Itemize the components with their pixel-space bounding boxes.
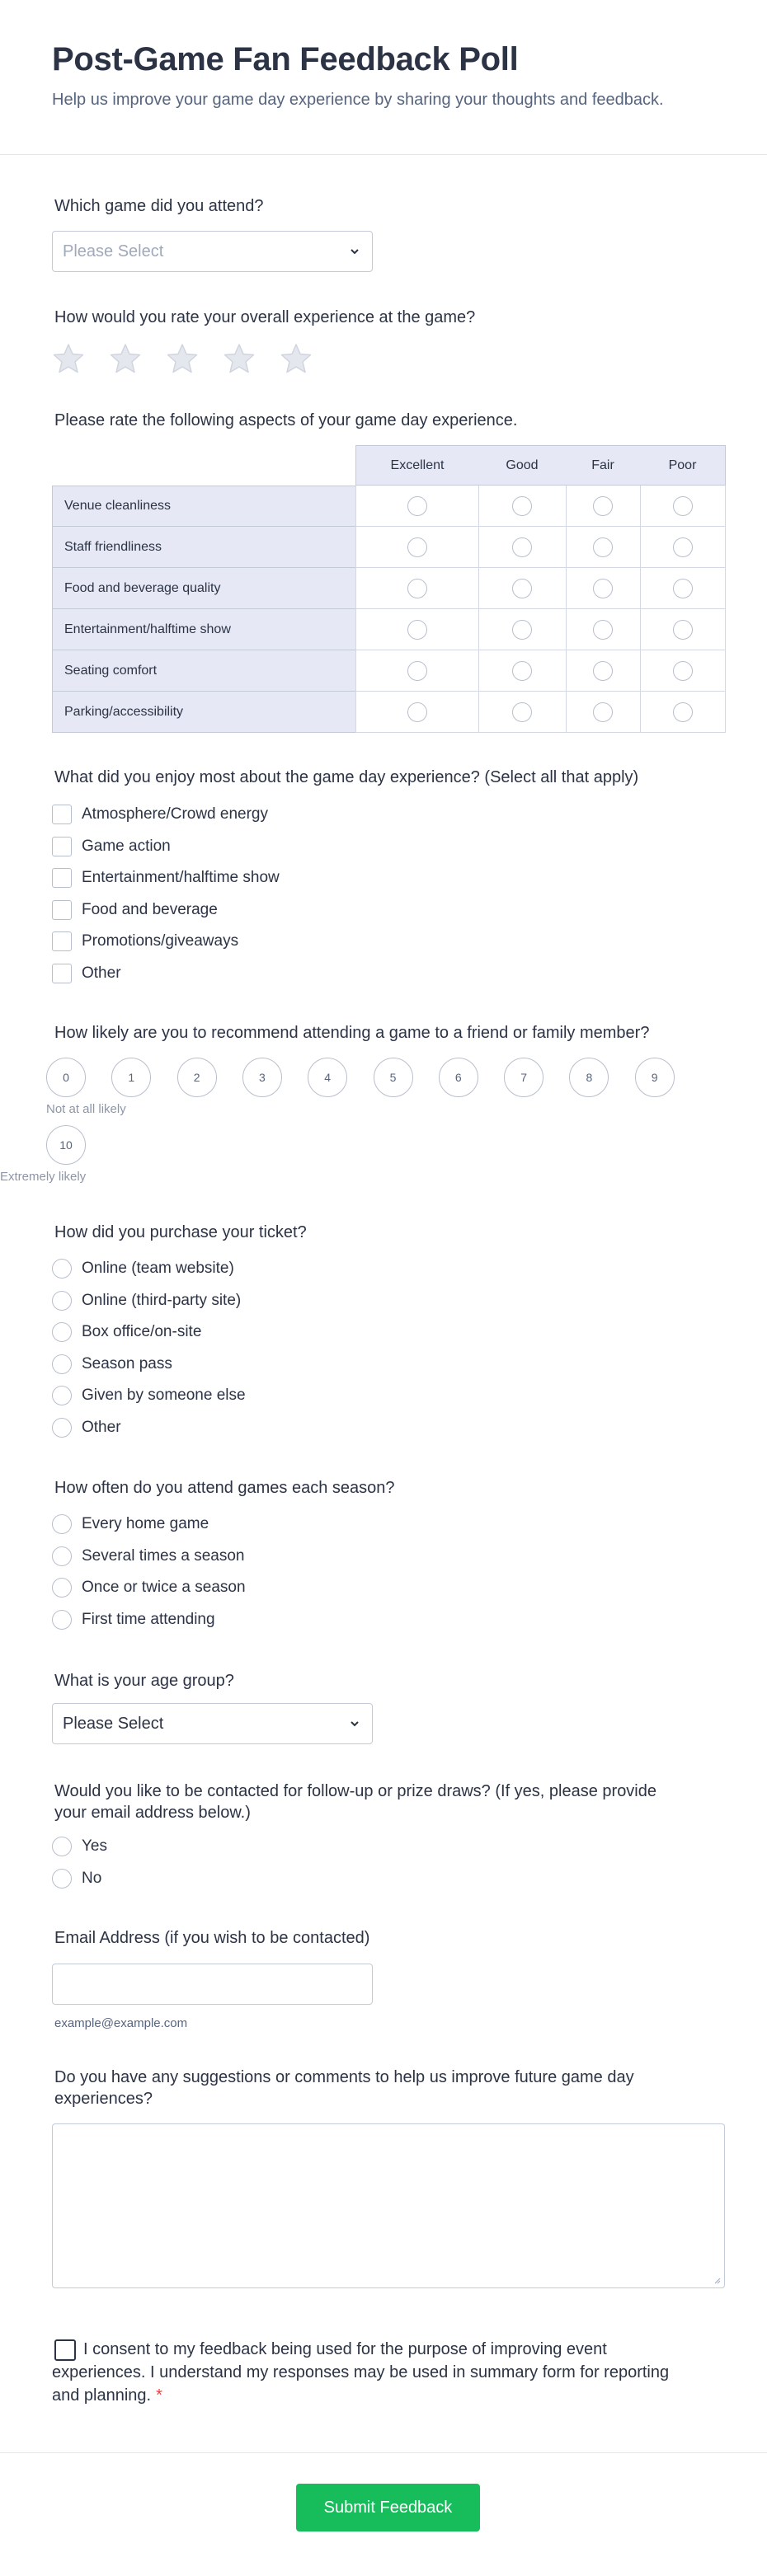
radio-button[interactable] [52, 1354, 72, 1374]
purchase-option[interactable] [52, 1291, 241, 1311]
purchase-option-label: Online (third-party site) [82, 1291, 242, 1309]
question-comments-label-line1: Do you have any suggestions or comments to help us improve future game day [54, 2068, 634, 2086]
matrix-column-header: Poor [640, 445, 726, 486]
matrix-radio[interactable] [512, 661, 532, 681]
contact-option[interactable] [52, 1837, 107, 1856]
matrix-radio[interactable] [593, 496, 613, 516]
matrix-row-label: Food and beverage quality [52, 568, 355, 609]
consent-label [52, 2338, 679, 2407]
required-asterisk: * [156, 2386, 162, 2405]
scale-option[interactable]: 8 [569, 1058, 609, 1097]
radio-button[interactable] [52, 1291, 72, 1311]
matrix-radio[interactable] [512, 537, 532, 557]
matrix-radio[interactable] [593, 579, 613, 598]
resize-grip-icon[interactable] [713, 2276, 721, 2284]
matrix-cell [478, 650, 567, 692]
matrix-radio[interactable] [673, 496, 693, 516]
radio-button[interactable] [52, 1837, 72, 1856]
purchase-option[interactable] [52, 1418, 121, 1438]
matrix-radio[interactable] [407, 579, 427, 598]
chevron-down-icon [349, 246, 360, 257]
scale-option[interactable]: 2 [177, 1058, 217, 1097]
matrix-radio[interactable] [593, 537, 613, 557]
matrix-cell [478, 568, 567, 609]
matrix-cell [355, 527, 479, 568]
radio-button[interactable] [52, 1869, 72, 1889]
frequency-option[interactable] [52, 1578, 246, 1598]
chevron-down-icon [349, 1718, 360, 1729]
matrix-cell [566, 609, 641, 650]
matrix-cell [355, 486, 479, 527]
radio-button[interactable] [52, 1386, 72, 1405]
frequency-option-label: Once or twice a season [82, 1579, 246, 1596]
enjoy-option-label: Game action [82, 837, 171, 855]
purchase-option[interactable] [52, 1322, 201, 1342]
matrix-cell [640, 650, 726, 692]
star-rating [52, 342, 313, 375]
contact-option[interactable] [52, 1869, 101, 1889]
matrix-radio[interactable] [593, 661, 613, 681]
footer-divider [0, 2452, 767, 2453]
radio-button[interactable] [52, 1259, 72, 1279]
form-subtitle: Help us improve your game day experience by sharing your thoughts and feedback. [52, 91, 664, 109]
question-contact-label-line1: Would you like to be contacted for follow-up or prize draws? (If yes, please provide [54, 1782, 656, 1800]
scale-option[interactable]: 3 [242, 1058, 282, 1097]
matrix-radio[interactable] [407, 620, 427, 640]
purchase-option-label: Other [82, 1418, 121, 1436]
matrix-cell [640, 568, 726, 609]
matrix-cell [478, 692, 567, 733]
matrix-radio[interactable] [512, 496, 532, 516]
age-select-value: Please Select [63, 1714, 164, 1733]
frequency-option[interactable] [52, 1610, 215, 1630]
purchase-option[interactable] [52, 1386, 246, 1405]
question-email-label: Email Address (if you wish to be contacted) [54, 1929, 370, 1947]
matrix-row-label: Staff friendliness [52, 527, 355, 568]
game-select[interactable] [52, 231, 373, 272]
matrix-row-label: Parking/accessibility [52, 692, 355, 733]
age-select[interactable] [52, 1703, 373, 1744]
radio-button[interactable] [52, 1610, 72, 1630]
matrix-cell [566, 527, 641, 568]
star-icon[interactable] [166, 342, 199, 375]
matrix-radio[interactable] [407, 702, 427, 722]
matrix-radio[interactable] [407, 537, 427, 557]
checkbox[interactable] [52, 900, 72, 920]
frequency-option[interactable] [52, 1546, 245, 1566]
matrix-cell [640, 692, 726, 733]
matrix-radio[interactable] [512, 620, 532, 640]
enjoy-option-label: Food and beverage [82, 900, 218, 918]
enjoy-option[interactable] [52, 805, 268, 824]
scale-option[interactable]: 7 [504, 1058, 543, 1097]
matrix-radio[interactable] [407, 496, 427, 516]
email-sublabel: example@example.com [54, 2016, 188, 2030]
matrix-cell [478, 527, 567, 568]
question-rating-label: How would you rate your overall experience at the game? [54, 308, 476, 326]
star-icon[interactable] [109, 342, 142, 375]
matrix-cell [640, 609, 726, 650]
frequency-option-label: Every home game [82, 1515, 209, 1532]
matrix-cell [566, 692, 641, 733]
comments-textarea[interactable] [52, 2123, 725, 2288]
frequency-option-label: First time attending [82, 1610, 215, 1628]
scale-option[interactable]: 9 [635, 1058, 675, 1097]
enjoy-option[interactable] [52, 900, 218, 920]
scale-option[interactable]: 5 [374, 1058, 413, 1097]
question-enjoy-label: What did you enjoy most about the game day experience? (Select all that apply) [54, 768, 639, 786]
matrix-cell [566, 568, 641, 609]
contact-option-label: No [82, 1870, 102, 1887]
question-game-label: Which game did you attend? [54, 197, 264, 215]
matrix-column-header: Good [478, 445, 567, 486]
purchase-option-label: Season pass [82, 1354, 172, 1372]
purchase-option[interactable] [52, 1259, 234, 1279]
checkbox[interactable] [52, 805, 72, 824]
matrix-radio[interactable] [593, 620, 613, 640]
scale-option[interactable]: 1 [111, 1058, 151, 1097]
email-input[interactable] [52, 1964, 373, 2005]
matrix-radio[interactable] [673, 702, 693, 722]
enjoy-option-label: Entertainment/halftime show [82, 869, 280, 886]
checkbox[interactable] [52, 964, 72, 983]
question-purchase-label: How did you purchase your ticket? [54, 1223, 307, 1241]
scale-option[interactable]: 6 [439, 1058, 478, 1097]
radio-button[interactable] [52, 1418, 72, 1438]
star-icon[interactable] [223, 342, 256, 375]
matrix-radio[interactable] [512, 579, 532, 598]
matrix-cell [355, 568, 479, 609]
matrix-cell [355, 609, 479, 650]
matrix-row-label: Entertainment/halftime show [52, 609, 355, 650]
enjoy-option-label: Atmosphere/Crowd energy [82, 805, 268, 823]
question-contact-label [54, 1781, 656, 1823]
contact-option-label: Yes [82, 1837, 107, 1855]
purchase-option-label: Box office/on-site [82, 1323, 202, 1340]
question-frequency-label: How often do you attend games each season? [54, 1479, 395, 1497]
matrix-cell [640, 527, 726, 568]
matrix-radio[interactable] [673, 537, 693, 557]
enjoy-option-label: Promotions/giveaways [82, 932, 239, 950]
consent-text: I consent to my feedback being used for the purpose of improving event experiences. I understand my responses may be used in summary form for reporting and planning. [52, 2340, 670, 2405]
scale-option[interactable]: 10 [46, 1125, 86, 1165]
submit-button[interactable]: Submit Feedback [296, 2484, 480, 2531]
purchase-option-label: Online (team website) [82, 1260, 234, 1277]
purchase-option[interactable] [52, 1354, 172, 1374]
radio-button[interactable] [52, 1578, 72, 1598]
checkbox[interactable] [52, 868, 72, 888]
enjoy-option[interactable] [52, 868, 280, 888]
matrix-row-label: Venue cleanliness [52, 486, 355, 527]
matrix-radio[interactable] [593, 702, 613, 722]
scale-min-label: Not at all likely [46, 1102, 126, 1116]
question-age-label: What is your age group? [54, 1672, 234, 1690]
matrix-cell [478, 609, 567, 650]
enjoy-option[interactable] [52, 931, 238, 951]
matrix-cell [566, 650, 641, 692]
scale-option[interactable]: 4 [308, 1058, 347, 1097]
matrix-row-label: Seating comfort [52, 650, 355, 692]
enjoy-option[interactable] [52, 837, 171, 856]
question-recommend-label: How likely are you to recommend attending a game to a friend or family member? [54, 1024, 650, 1042]
purchase-option-label: Given by someone else [82, 1387, 246, 1404]
question-matrix-label: Please rate the following aspects of your game day experience. [54, 411, 518, 429]
question-comments-label [54, 2067, 634, 2109]
checkbox[interactable] [52, 931, 72, 951]
radio-button[interactable] [52, 1514, 72, 1534]
matrix-cell [355, 650, 479, 692]
checkbox[interactable] [52, 837, 72, 856]
form-title: Post-Game Fan Feedback Poll [52, 41, 519, 77]
enjoy-option[interactable] [52, 964, 121, 983]
game-select-value: Please Select [63, 242, 164, 260]
scale-max-label: Extremely likely [0, 1170, 87, 1184]
matrix-cell [478, 486, 567, 527]
matrix-radio[interactable] [407, 661, 427, 681]
matrix-cell [566, 486, 641, 527]
form-header [0, 0, 767, 155]
matrix-cell [355, 692, 479, 733]
matrix-column-header: Excellent [355, 445, 479, 486]
matrix-cell [640, 486, 726, 527]
radio-button[interactable] [52, 1322, 72, 1342]
matrix-radio[interactable] [673, 579, 693, 598]
frequency-option[interactable] [52, 1514, 209, 1534]
scale-option[interactable]: 0 [46, 1058, 86, 1097]
question-contact-label-line2: your email address below.) [54, 1804, 251, 1822]
matrix-radio[interactable] [673, 620, 693, 640]
star-icon[interactable] [52, 342, 85, 375]
question-comments-label-line2: experiences? [54, 2090, 153, 2108]
frequency-option-label: Several times a season [82, 1546, 245, 1565]
matrix-radio[interactable] [512, 702, 532, 722]
enjoy-option-label: Other [82, 964, 121, 982]
matrix-radio[interactable] [673, 661, 693, 681]
radio-button[interactable] [52, 1546, 72, 1566]
matrix-column-header: Fair [566, 445, 641, 486]
star-icon[interactable] [280, 342, 313, 375]
